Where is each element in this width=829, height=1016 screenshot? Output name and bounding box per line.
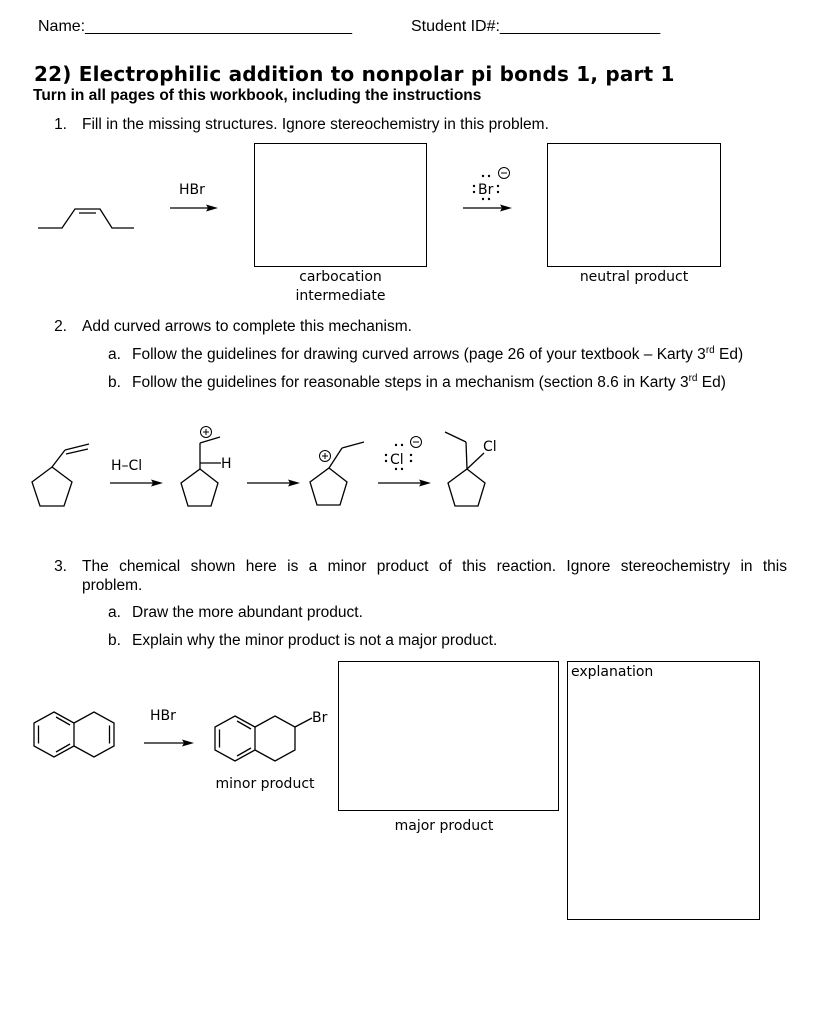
q1-number: 1.	[54, 116, 67, 133]
q2-reagent-hcl: H–Cl	[111, 458, 143, 474]
q3-number: 3.	[54, 558, 67, 575]
q2-cyclopentane-1	[32, 467, 72, 506]
q3-reagent-hbr: HBr	[150, 708, 176, 724]
q2-negative-charge-icon	[411, 437, 422, 448]
q2-positive-charge-icon-1	[201, 427, 212, 438]
q1-carbocation-answer-box[interactable]	[254, 143, 427, 267]
q3a-text: Draw the more abundant product.	[132, 604, 363, 621]
q3-major-product-answer-box[interactable]	[338, 661, 559, 811]
q2b-number: b.	[108, 374, 121, 391]
q2-mechanism-scheme	[0, 410, 829, 520]
q2-instruction: Add curved arrows to complete this mechanism.	[82, 318, 412, 335]
q1-box1-label-line2: intermediate	[295, 288, 386, 304]
q3b-text: Explain why the minor product is not a major product.	[132, 632, 498, 649]
q3b-number: b.	[108, 632, 121, 649]
name-field-label: Name:______________________________	[38, 18, 353, 35]
q2-cyclopentane-2	[181, 469, 218, 506]
q2a-text: Follow the guidelines for drawing curved arrows (page 26 of your textbook – Karty 3rd Ed)	[132, 344, 744, 363]
q2-cyclopentane-3	[310, 468, 347, 505]
q3-benzene-ring-1	[34, 712, 74, 757]
q2-product-cl: Cl	[483, 439, 497, 455]
q1-box1-label-line1: carbocation	[299, 269, 382, 285]
q2-number: 2.	[54, 318, 67, 335]
q1-negative-charge-icon	[499, 168, 510, 179]
q1-instruction: Fill in the missing structures. Ignore stereochemistry in this problem.	[82, 116, 549, 133]
q3-instruction-line2: problem.	[82, 577, 143, 594]
page-subtitle: Turn in all pages of this workbook, including the instructions	[33, 87, 482, 104]
q2-cyclopentane-4	[448, 469, 485, 506]
page-title: 22) Electrophilic addition to nonpolar pi bonds 1, part 1	[34, 62, 675, 86]
q3-reaction-scheme	[0, 690, 340, 810]
q2-positive-charge-icon-2	[320, 451, 331, 462]
q3-explanation-label: explanation	[571, 664, 654, 680]
q3-explanation-answer-box[interactable]	[567, 661, 760, 920]
q3-minor-product-label: minor product	[215, 776, 315, 792]
q3-major-product-label: major product	[394, 818, 494, 834]
q3-instruction-line1: The chemical shown here is a minor product of this reaction. Ignore stereochemistry in this	[82, 558, 787, 575]
q3-benzene-ring-2	[215, 716, 255, 761]
student-id-field-label: Student ID#:__________________	[411, 18, 661, 35]
q2b-text: Follow the guidelines for reasonable steps in a mechanism (section 8.6 in Karty 3rd Ed)	[132, 372, 726, 391]
q3-br-label: Br	[312, 710, 328, 726]
q2a-number: a.	[108, 346, 121, 363]
q1-reagent-hbr: HBr	[179, 182, 205, 198]
q3a-number: a.	[108, 604, 121, 621]
q1-box2-label: neutral product	[579, 269, 689, 285]
q2-chloride: Cl	[390, 452, 404, 468]
q1-bromide: Br	[478, 182, 494, 198]
q2-h-label: H	[221, 456, 232, 472]
q1-alkene-skeleton	[38, 209, 134, 228]
q1-product-answer-box[interactable]	[547, 143, 721, 267]
